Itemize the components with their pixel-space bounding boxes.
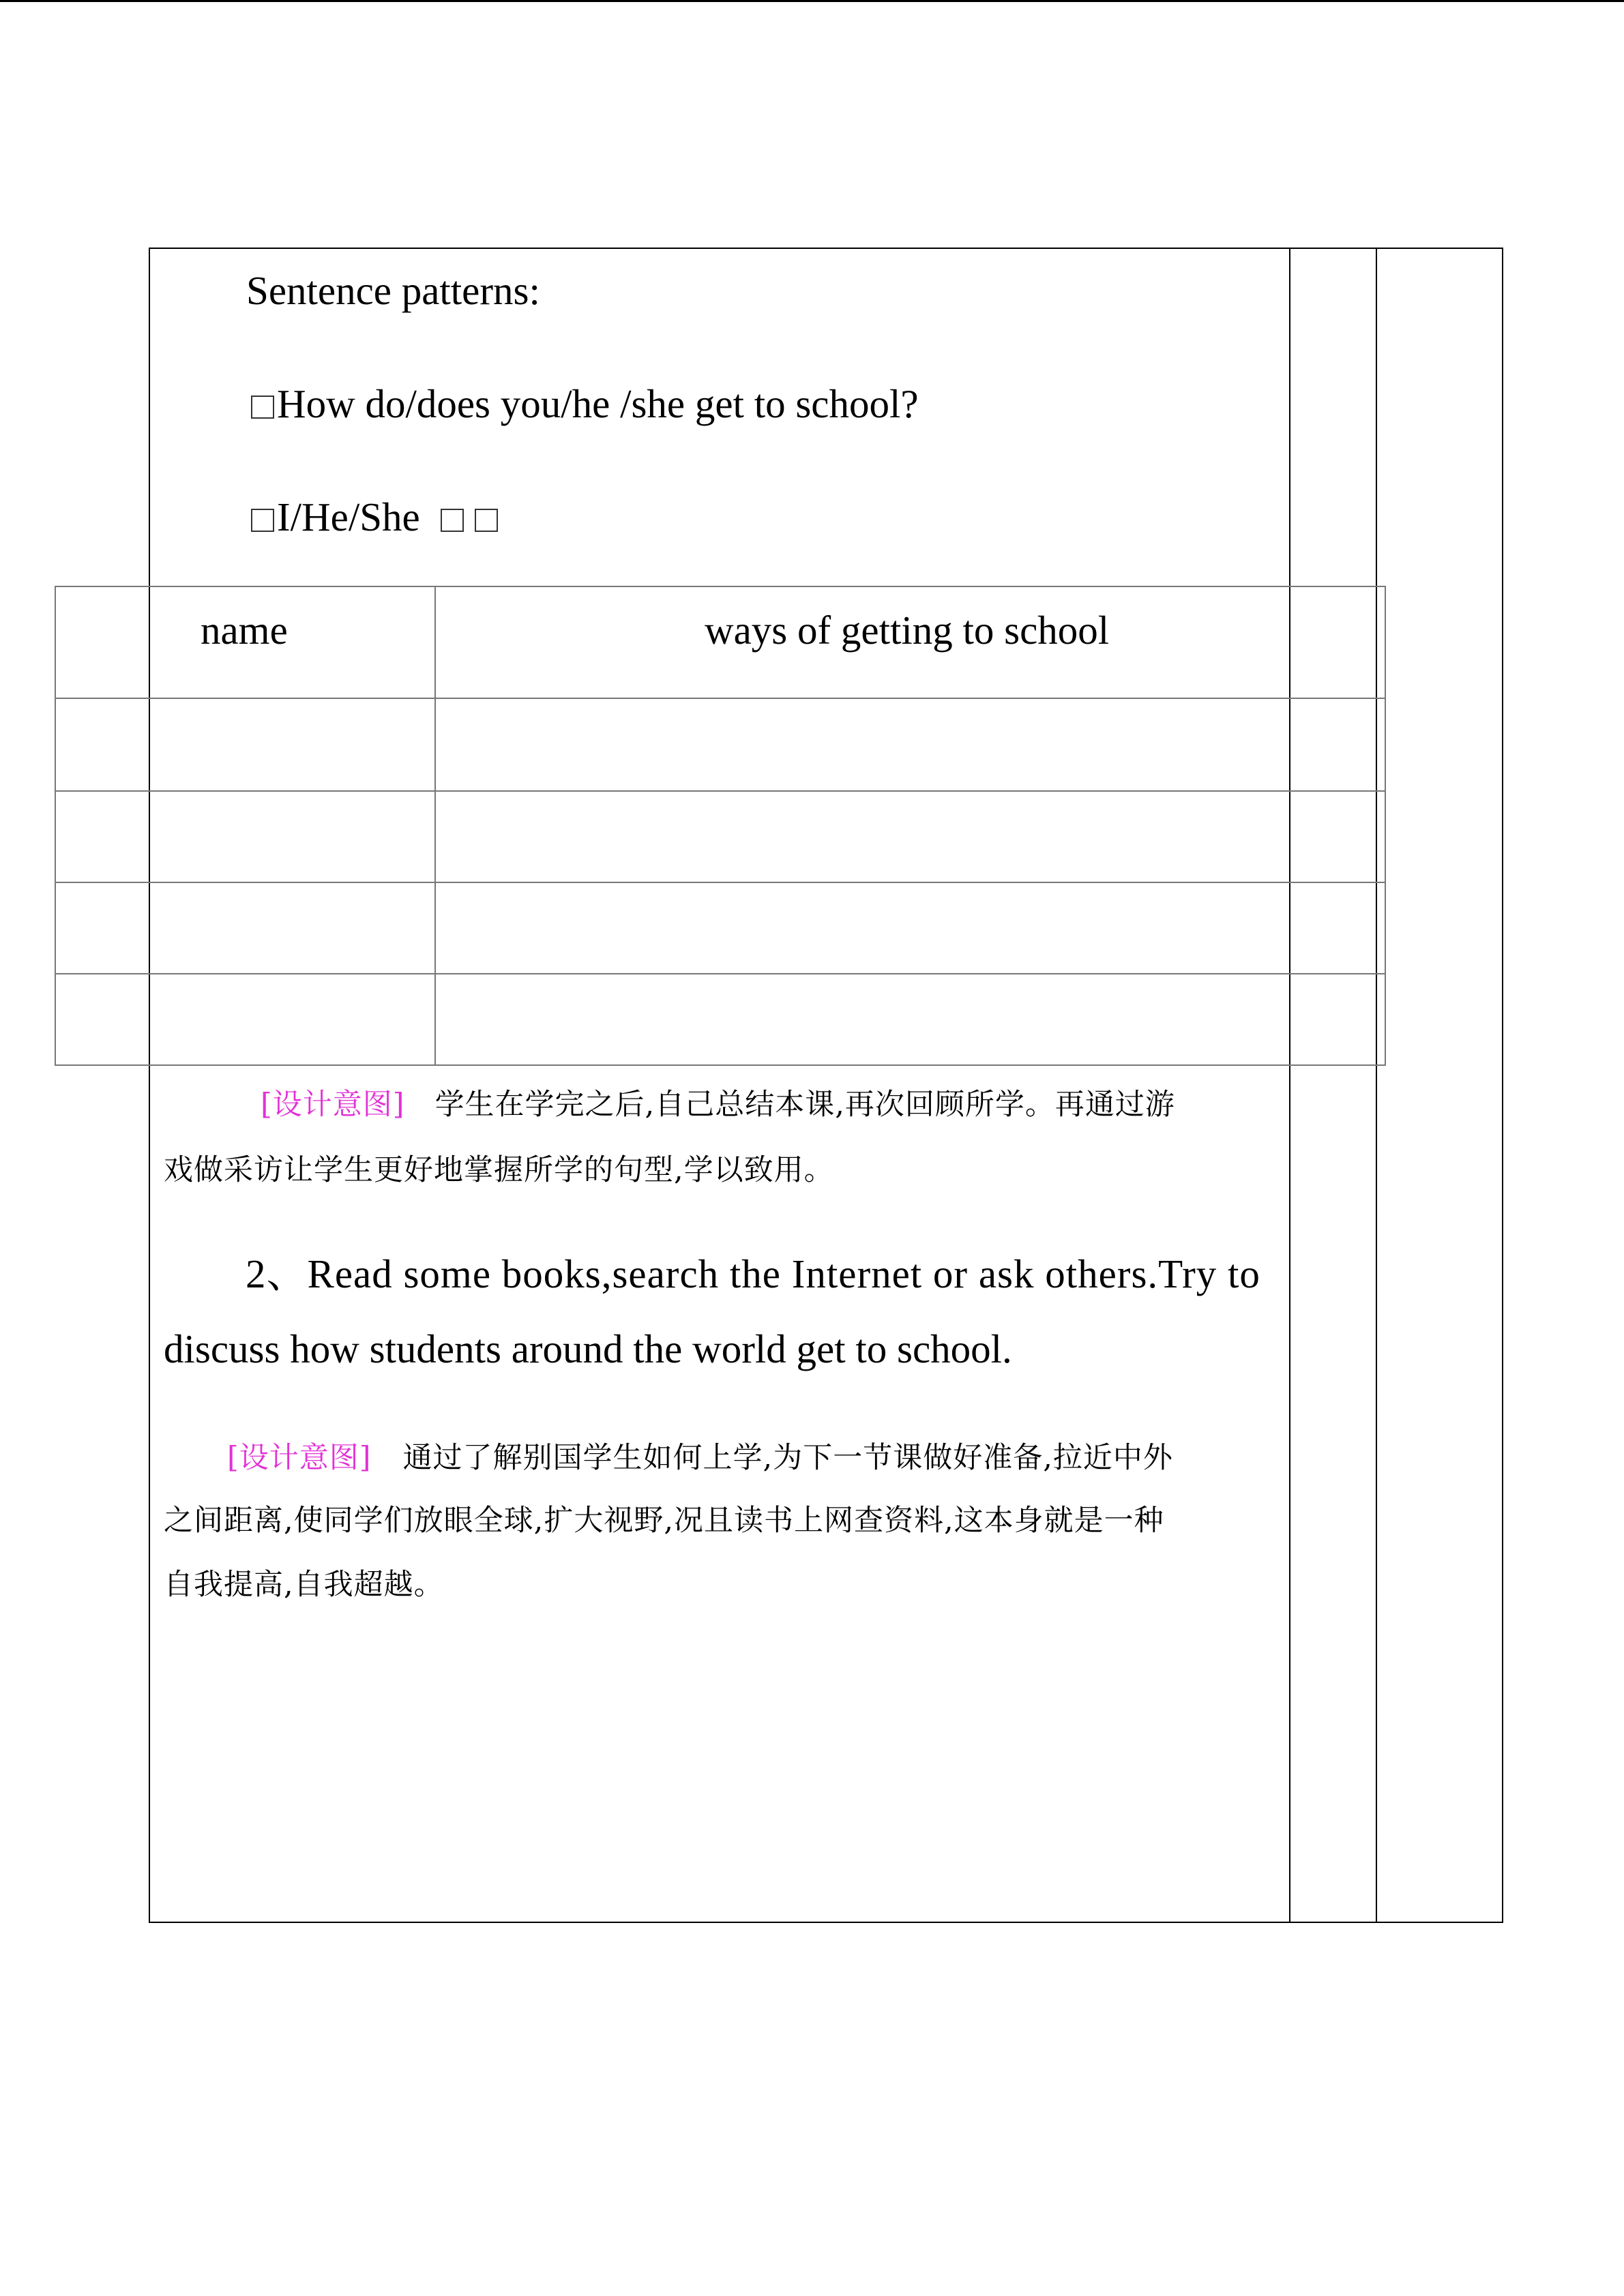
blank-box-icon [441,509,464,532]
sentence-patterns-heading: Sentence patterns: [246,268,540,313]
task-2-line-2: discuss how students around the world get to school. [164,1326,1012,1371]
table-column-divider-1 [1289,248,1290,1923]
design-note-1-line-1: [设计意图] 学生在学完之后,自己总结本课,再次回顾所学。再通过游 [261,1088,1175,1122]
survey-header-name: name [201,608,288,653]
table-column-divider-2 [1376,248,1377,1923]
task-2-line-1: 2、Read some books,search the Internet or ask others.Try to [246,1251,1260,1296]
sentence-pattern-2: I/He/She [251,494,501,541]
design-note-1-line-2: 戏做采访让学生更好地掌握所学的句型,学以致用。 [164,1153,834,1187]
sentence-pattern-1: How do/does you/he /she get to school? [251,381,919,428]
survey-header-ways: ways of getting to school [705,608,1110,653]
survey-table [55,586,1386,1066]
checkbox-icon [251,396,274,419]
survey-row-divider [55,698,1386,699]
design-intent-tag: [设计意图] [261,1088,405,1122]
survey-row-divider [55,790,1386,792]
survey-column-divider [434,586,436,1066]
design-note-2-line-2: 之间距离,使同学们放眼全球,扩大视野,况且读书上网查资料,这本身就是一种 [164,1504,1164,1538]
checkbox-icon [251,509,274,532]
survey-row-divider [55,882,1386,883]
survey-row-divider [55,973,1386,974]
design-note-2-line-3: 自我提高,自我超越。 [164,1568,444,1602]
page-top-rule [0,0,1624,2]
design-intent-tag: [设计意图] [227,1441,372,1475]
blank-box-icon [475,509,498,532]
design-note-2-line-1: [设计意图] 通过了解别国学生如何上学,为下一节课做好准备,拉近中外 [227,1441,1173,1475]
